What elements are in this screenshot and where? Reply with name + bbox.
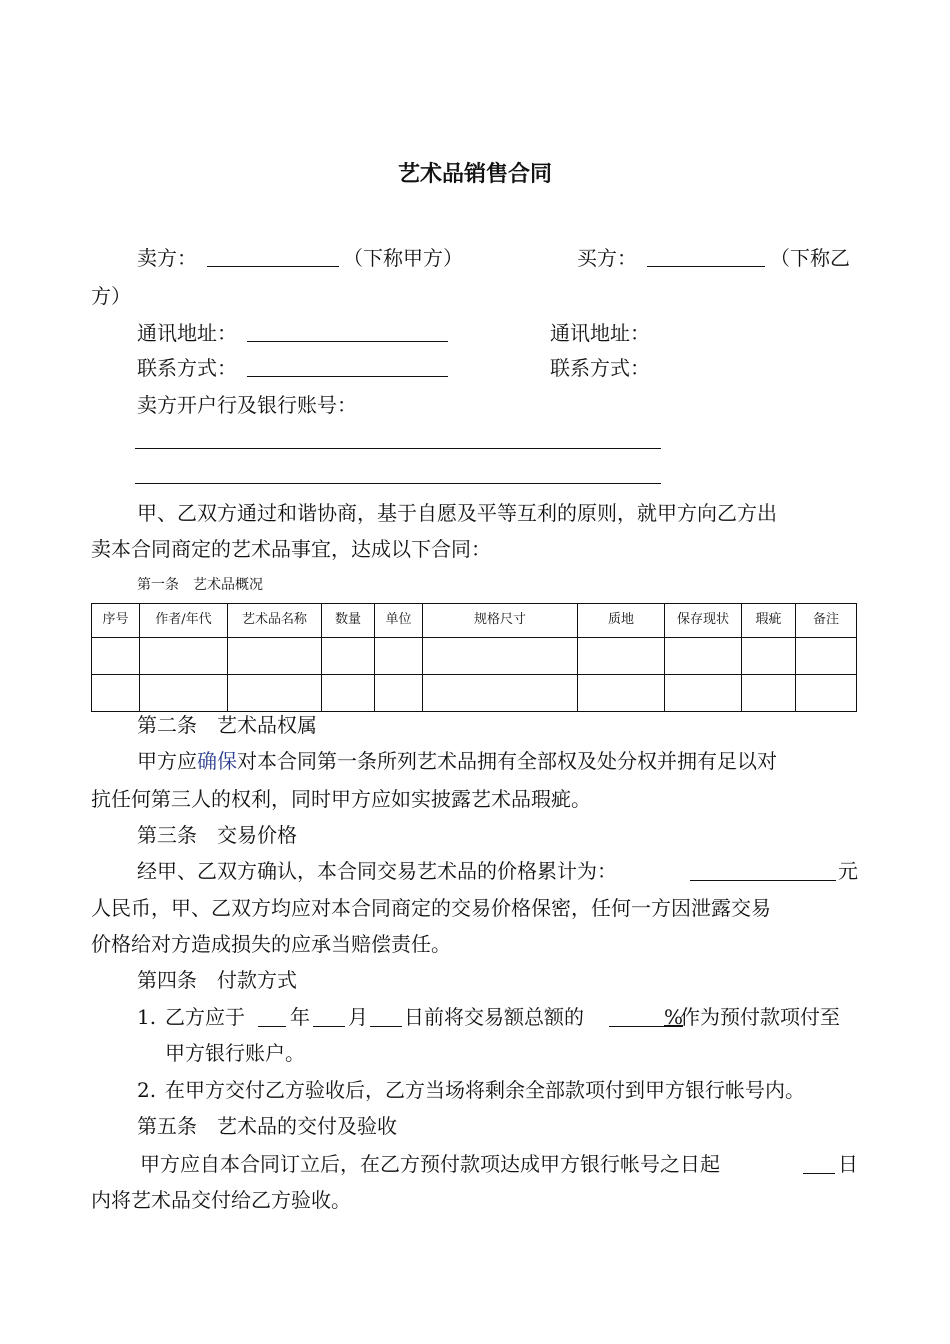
column-header: 备注 (796, 604, 857, 638)
price-unit: 元 (838, 859, 858, 883)
item-2-number: 2. (137, 1078, 157, 1102)
seller-address-blank[interactable] (247, 341, 448, 342)
article-5-heading: 第五条 艺术品的交付及验收 (137, 1114, 397, 1138)
year-blank[interactable] (258, 1026, 286, 1027)
article-1-heading: 第一条 艺术品概况 (137, 577, 263, 593)
percent-blank[interactable] (609, 1026, 665, 1027)
column-header: 单位 (375, 604, 423, 638)
article-4-heading: 第四条 付款方式 (137, 968, 297, 992)
table-cell[interactable] (578, 675, 665, 712)
article-3-line-3: 价格给对方造成损失的应承当赔偿责任。 (91, 932, 451, 956)
year-label: 年 (290, 1005, 310, 1029)
item-1-day-text: 日前将交易额总额的 (404, 1005, 584, 1029)
table-cell[interactable] (423, 638, 578, 675)
column-header: 艺术品名称 (228, 604, 322, 638)
article-5-line-1: 甲方应自本合同订立后，在乙方预付款项达成甲方银行帐号之日起 (140, 1152, 720, 1176)
item-2-text: 在甲方交付乙方验收后，乙方当场将剩余全部款项付到甲方银行帐号内。 (165, 1078, 805, 1102)
table-cell[interactable] (375, 638, 423, 675)
artwork-table (91, 603, 857, 712)
buyer-suffix-wrap: 方） (91, 284, 131, 308)
month-blank[interactable] (313, 1026, 345, 1027)
seller-contact-blank[interactable] (247, 376, 448, 377)
table-cell[interactable] (322, 675, 375, 712)
table-cell[interactable] (92, 675, 140, 712)
item-1-text-a: 乙方应于 (165, 1005, 245, 1029)
bank-account-blank-2[interactable] (135, 483, 661, 484)
article-2-heading: 第二条 艺术品权属 (137, 713, 317, 737)
column-header: 序号 (92, 604, 140, 638)
price-blank[interactable] (690, 880, 836, 881)
buyer-contact-label: 联系方式： (550, 356, 650, 380)
seller-label: 卖方： (137, 246, 197, 270)
intro-line-2: 卖本合同商定的艺术品事宜，达成以下合同： (91, 537, 491, 561)
item-1-line-2: 甲方银行账户。 (165, 1041, 305, 1065)
bank-account-blank-1[interactable] (135, 448, 661, 449)
column-header: 保存现状 (665, 604, 742, 638)
article-2-line-2: 抗任何第三人的权利，同时甲方应如实披露艺术品瑕疵。 (91, 787, 591, 811)
buyer-address-label: 通讯地址： (550, 321, 650, 345)
buyer-suffix: （下称乙 (770, 246, 850, 270)
article-2-text: 对本合同第一条所列艺术品拥有全部权及处分权并拥有足以对 (237, 749, 777, 773)
delivery-days-blank[interactable] (803, 1173, 835, 1174)
intro-line-1: 甲、乙双方通过和谐协商，基于自愿及平等互利的原则，就甲方向乙方出 (137, 501, 777, 525)
article-2-text: 甲方应 (137, 749, 197, 773)
table-cell[interactable] (92, 638, 140, 675)
table-row (92, 638, 857, 675)
article-3-heading: 第三条 交易价格 (137, 823, 297, 847)
ensure-link[interactable]: 确保 (197, 749, 237, 773)
percent-sign: % (664, 1005, 684, 1029)
table-cell[interactable] (228, 675, 322, 712)
table-cell[interactable] (423, 675, 578, 712)
article-3-line-1: 经甲、乙双方确认，本合同交易艺术品的价格累计为： (137, 859, 617, 883)
table-cell[interactable] (322, 638, 375, 675)
column-header: 规格尺寸 (423, 604, 578, 638)
buyer-name-blank[interactable] (647, 266, 765, 267)
table-cell[interactable] (578, 638, 665, 675)
column-header: 作者/年代 (140, 604, 228, 638)
table-cell[interactable] (742, 675, 796, 712)
article-3-line-2: 人民币，甲、乙双方均应对本合同商定的交易价格保密，任何一方因泄露交易 (91, 896, 771, 920)
buyer-label: 买方： (577, 246, 637, 270)
table-cell[interactable] (140, 675, 228, 712)
contract-title: 艺术品销售合同 (397, 162, 552, 187)
table-cell[interactable] (375, 675, 423, 712)
table-header-row (92, 604, 857, 638)
column-header: 质地 (578, 604, 665, 638)
bank-account-label: 卖方开户行及银行账号： (137, 393, 357, 417)
item-1-number: 1. (137, 1005, 157, 1029)
table-cell[interactable] (665, 675, 742, 712)
article-5-line-2: 内将艺术品交付给乙方验收。 (91, 1188, 351, 1212)
seller-contact-label: 联系方式： (137, 356, 237, 380)
table-cell[interactable] (796, 638, 857, 675)
seller-suffix: （下称甲方） (343, 246, 463, 270)
seller-name-blank[interactable] (207, 266, 339, 267)
delivery-days-label: 日 (838, 1152, 858, 1176)
article-2-line-1 (137, 748, 777, 774)
month-label: 月 (348, 1005, 368, 1029)
column-header: 瑕疵 (742, 604, 796, 638)
day-blank[interactable] (370, 1026, 402, 1027)
seller-address-label: 通讯地址： (137, 321, 237, 345)
table-cell[interactable] (140, 638, 228, 675)
table-cell[interactable] (796, 675, 857, 712)
table-cell[interactable] (665, 638, 742, 675)
item-1-text-b: 作为预付款项付至 (680, 1005, 840, 1029)
table-cell[interactable] (228, 638, 322, 675)
column-header: 数量 (322, 604, 375, 638)
table-cell[interactable] (742, 638, 796, 675)
table-row (92, 675, 857, 712)
